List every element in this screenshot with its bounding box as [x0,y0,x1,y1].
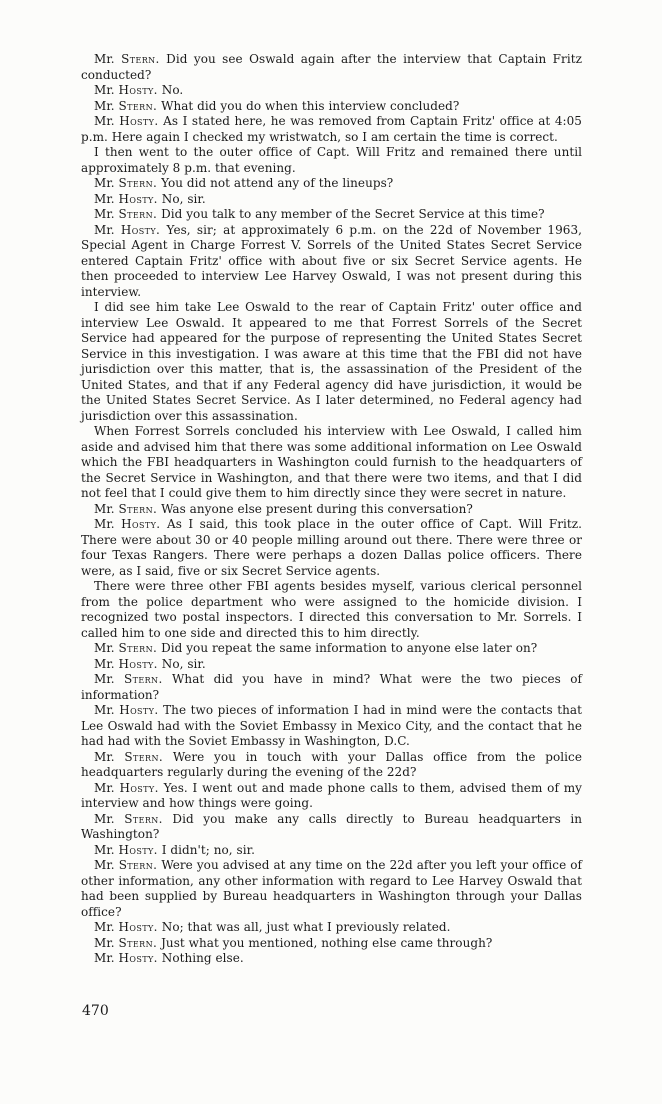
transcript-paragraph [81,300,582,424]
paragraph-text: Yes. I went out and made phone calls to them, advised them of my interview and how things were going. [81,780,582,810]
transcript-paragraph [81,657,582,673]
transcript-paragraph [81,936,582,952]
paragraph-text: No, sir. [161,656,206,671]
speaker-prefix: Mr. [94,780,115,795]
paragraph-text: As I stated here, he was removed from Captain Fritz' office at 4:05 p.m. Here again I checked my wristwatch, so I am certain the time is correct. [81,114,582,144]
paragraph-text: I then went to the outer office of Capt. Will Fritz and remained there until approximately 8 p.m. that evening. [81,145,582,175]
transcript-paragraph [81,517,582,579]
speaker-prefix: Mr. [94,176,115,190]
transcript-paragraph [81,176,582,192]
speaker-prefix: Mr. [94,52,115,66]
transcript-paragraph [81,812,582,843]
speaker-prefix: Mr. [94,656,115,671]
speaker-name: Hosty. [118,191,158,206]
paragraph-text: Yes, sir; at approximately 6 p.m. on the 22d of November 1963, Special Agent in Charge Forrest V. Sorrels of the United States Secret Service entered Captain Fritz' office with about five or six Secret Service agents. He then proceeded to interview Lee Harvey Oswald, I was not present during this interview. [81,222,582,299]
paragraph-text: Were you in touch with your Dallas office from the police headquarters regularly during the evening of the 22d? [81,749,582,779]
transcript-paragraph [81,502,582,518]
speaker-name: Stern. [118,935,158,950]
transcript-paragraph [81,951,582,967]
speaker-name: Stern. [124,672,163,686]
speaker-prefix: Mr. [94,672,115,686]
speaker-name: Hosty. [118,951,158,965]
speaker-name: Stern. [124,749,164,764]
speaker-prefix: Mr. [94,935,115,950]
paragraph-text: Just what you mentioned, nothing else came through? [161,935,493,950]
transcript-paragraph [81,858,582,920]
speaker-name: Stern. [118,501,158,516]
paragraph-text: Did you see Oswald again after the interview that Captain Fritz conducted? [81,52,582,82]
transcript-paragraph [81,641,582,657]
speaker-name: Hosty. [118,656,158,671]
speaker-prefix: Mr. [94,920,115,934]
speaker-name: Hosty. [118,83,158,97]
speaker-name: Stern. [118,98,158,113]
speaker-prefix: Mr. [94,811,115,826]
speaker-name: Hosty. [121,517,161,531]
paragraph-text: I didn't; no, sir. [161,842,255,857]
transcript-paragraph [81,424,582,502]
speaker-prefix: Mr. [94,501,115,516]
transcript-paragraph [81,83,582,99]
paragraph-text: Were you advised at any time on the 22d after you left your office of other information, any other information with regard to Lee Harvey Oswald that had been supplied by Bureau headquarters in Washington through your Dallas office? [81,858,583,919]
paragraph-text: No. [161,83,184,97]
speaker-prefix: Mr. [94,191,115,206]
paragraph-text: Nothing else. [161,951,244,965]
paragraph-text: Did you repeat the same information to anyone else later on? [161,641,538,655]
paragraph-text: I did see him take Lee Oswald to the rear of Captain Fritz' outer office and interview Lee Oswald. It appeared to me that Forrest Sorrels of the Secret Service had appeared for the purpose of representing the United States Secret Service in this investigation. I was aware at this time that the FBI did not have jurisdiction over this matter, that is, the assassination of the President of the United States, and that if any Federal agency did have jurisdiction, it would be the United States Secret Service. As I later determined, no Federal agency had jurisdiction over this assassination. [81,300,582,423]
speaker-prefix: Mr. [94,951,115,965]
speaker-prefix: Mr. [94,842,115,857]
paragraph-text: You did not attend any of the lineups? [161,176,394,190]
paragraph-text: Was anyone else present during this conversation? [161,501,473,516]
paragraph-text: As I said, this took place in the outer office of Capt. Will Fritz. There were about 30 or 40 people milling around out there. There were three or four Texas Rangers. There were perhaps a dozen Dallas police officers. There were, as I said, five or six Secret Service agents. [81,517,583,578]
transcript-paragraph [81,114,582,145]
speaker-prefix: Mr. [94,98,115,113]
transcript-paragraph [81,920,582,936]
speaker-prefix: Mr. [94,703,115,717]
transcript-paragraph [81,750,582,781]
speaker-name: Hosty. [119,780,159,795]
speaker-name: Stern. [118,207,158,221]
transcript-paragraph [81,52,582,83]
transcript [81,52,582,967]
speaker-prefix: Mr. [94,207,115,221]
speaker-name: Stern. [121,52,160,66]
speaker-name: Hosty. [120,222,161,237]
paragraph-text: Did you make any calls directly to Bureau headquarters in Washington? [81,811,582,841]
transcript-paragraph [81,781,582,812]
paragraph-text: When Forrest Sorrels concluded his interview with Lee Oswald, I called him aside and advised him that there was some additional information on Lee Oswald which the FBI headquarters in Washington could furnish to the headquarters of the Secret Service in Washington, and that there were two items, and that I did not feel that I could give them to him directly since they were secret in nature. [81,424,582,500]
speaker-name: Stern. [118,176,158,190]
speaker-name: Stern. [118,641,158,655]
page-number: 470 [82,1003,109,1019]
transcript-paragraph [81,145,582,176]
paragraph-text: No, sir. [161,191,206,206]
speaker-name: Hosty. [119,703,159,717]
speaker-prefix: Mr. [94,83,115,97]
transcript-paragraph [81,843,582,859]
speaker-prefix: Mr. [94,114,115,128]
transcript-paragraph [81,223,582,301]
paragraph-text: No; that was all, just what I previously related. [161,920,451,934]
speaker-name: Hosty. [118,920,158,934]
speaker-prefix: Mr. [94,641,115,655]
transcript-paragraph [81,192,582,208]
speaker-name: Stern. [124,811,163,826]
speaker-prefix: Mr. [94,517,115,531]
paragraph-text: What did you do when this interview concluded? [161,98,460,113]
paragraph-text: What did you have in mind? What were the two pieces of information? [81,672,582,702]
speaker-prefix: Mr. [94,749,115,764]
transcript-paragraph [81,672,582,703]
speaker-name: Hosty. [119,114,159,128]
paragraph-text: Did you talk to any member of the Secret Service at this time? [161,207,545,221]
transcript-paragraph [81,99,582,115]
speaker-name: Stern. [118,858,158,872]
transcript-paragraph [81,703,582,750]
transcript-paragraph [81,207,582,223]
transcript-paragraph [81,579,582,641]
speaker-prefix: Mr. [94,222,115,237]
speaker-name: Hosty. [118,842,158,857]
speaker-prefix: Mr. [94,858,115,872]
paragraph-text: The two pieces of information I had in mind were the contacts that Lee Oswald had with the Soviet Embassy in Mexico City, and the contact that he had had with the Soviet Embassy in Washington, D.C. [81,703,582,748]
paragraph-text: There were three other FBI agents besides myself, various clerical personnel from the police department who were assigned to the homicide division. I recognized two postal inspectors. I directed this conversation to Mr. Sorrels. I called him to one side and directed this to him directly. [81,579,582,640]
